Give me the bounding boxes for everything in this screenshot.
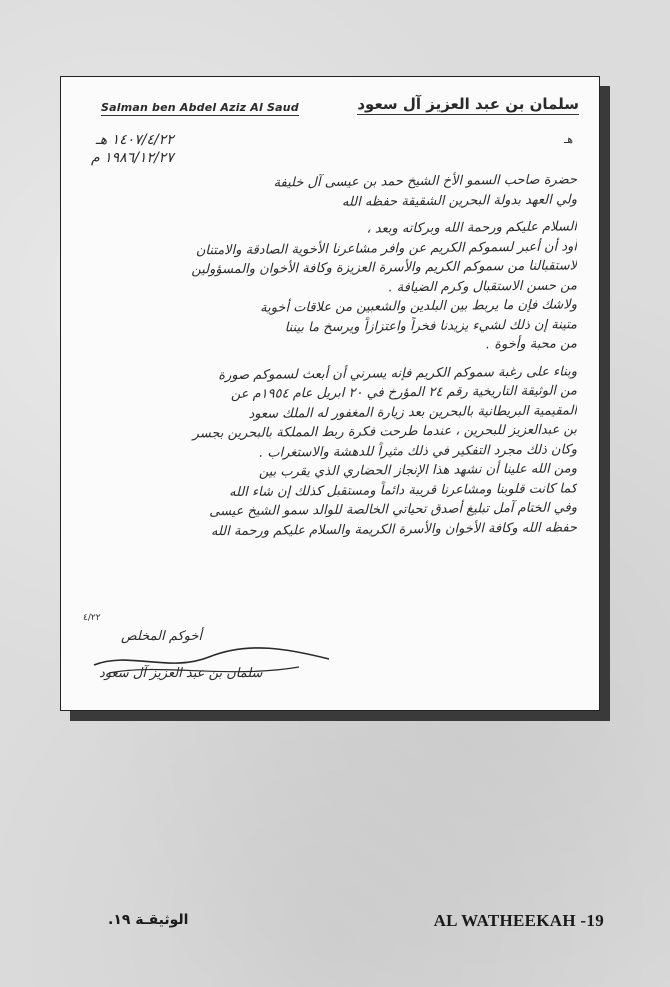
sender-name-arabic: سلمان بن عبد العزيز آل سعود [357, 95, 579, 113]
body-line: ولاشك فإن ما يربط بين البلدين والشعبين من علاقات أخوية [260, 297, 578, 316]
letter-body [79, 173, 577, 540]
body-line: وبناء على رغبة سموكم الكريم فإنه يسرني أن أبعث لسموكم صورة [218, 363, 578, 383]
date-gregorian: ١٩٨٦/١٢/٢٧ م [91, 150, 174, 166]
body-line: وفي الختام آمل تبليغ أصدق تحياتي الخالصة للوالد سمو الشيخ عيسى [209, 500, 578, 520]
body-line: وكان ذلك مجرد التفكير في ذلك مثيراً للدهشة والاستغراب . [258, 441, 578, 461]
body-line: كما كانت قلوبنا ومشاعرنا قريبة دائماً ومستقبل كذلك إن شاء الله [228, 480, 578, 500]
body-line: من حسن الاستقبال وكرم الضيافة . [388, 277, 578, 295]
greeting-line: السلام عليكم ورحمة الله وبركاته وبعد ، [366, 219, 578, 237]
body-line: بن عبدالعزيز للبحرين ، عندما طرحت فكرة ربط المملكة بالبحرين بجسر [192, 422, 578, 442]
date-hijri: ١٤٠٧/٤/٢٢ هـ [95, 132, 174, 148]
footer-english-label: AL WATHEEKAH -19 [433, 911, 604, 930]
signature-name: سلمان بن عبد العزيز آل سعود [99, 666, 263, 681]
salutation-line: حضرة صاحب السمو الأخ الشيخ حمد بن عيسى آل خليفة [273, 172, 578, 191]
closing-line: أخوكم المخلص [121, 629, 203, 644]
body-line: ومن الله علينا أن نشهد هذا الإنجاز الحضاري الذي يقرب بين [258, 461, 578, 480]
body-line: لاستقبالنا من سموكم الكريم والأسرة العزيزة وكافة الأخوان والمسؤولين [191, 258, 578, 278]
body-line: حفظه الله وكافة الأخوان والأسرة الكريمة والسلام عليكم ورحمة الله [210, 519, 578, 539]
footer-arabic-label: الوثيقـة ١٩. [108, 912, 189, 928]
reference-label: هـ [563, 133, 573, 146]
body-line: من محبة وأخوة . [485, 336, 578, 353]
body-line: المقيمية البريطانية بالبحرين بعد زيارة المغفور له الملك سعود [248, 402, 578, 422]
body-line: من الوثيقة التاريخية رقم ٢٤ المؤرخ في ٢٠ ابريل عام ١٩٥٤م عن [230, 383, 578, 403]
body-line: أود أن أعبر لسموكم الكريم عن وافر مشاعرنا الأخوية الصادقة والامتنان [195, 238, 578, 258]
small-date-note: ٤/٢٢ [83, 613, 101, 623]
letter-page [60, 76, 600, 711]
body-line: متينة إن ذلك لشيء يزيدنا فخراً واعتزازاً ويرسخ ما بيننا [284, 316, 578, 335]
sender-name-english: Salman ben Abdel Aziz Al Saud [101, 101, 299, 114]
date-block [91, 131, 174, 167]
salutation-line: ولي العهد بدولة البحرين الشقيقة حفظه الله [341, 191, 578, 210]
